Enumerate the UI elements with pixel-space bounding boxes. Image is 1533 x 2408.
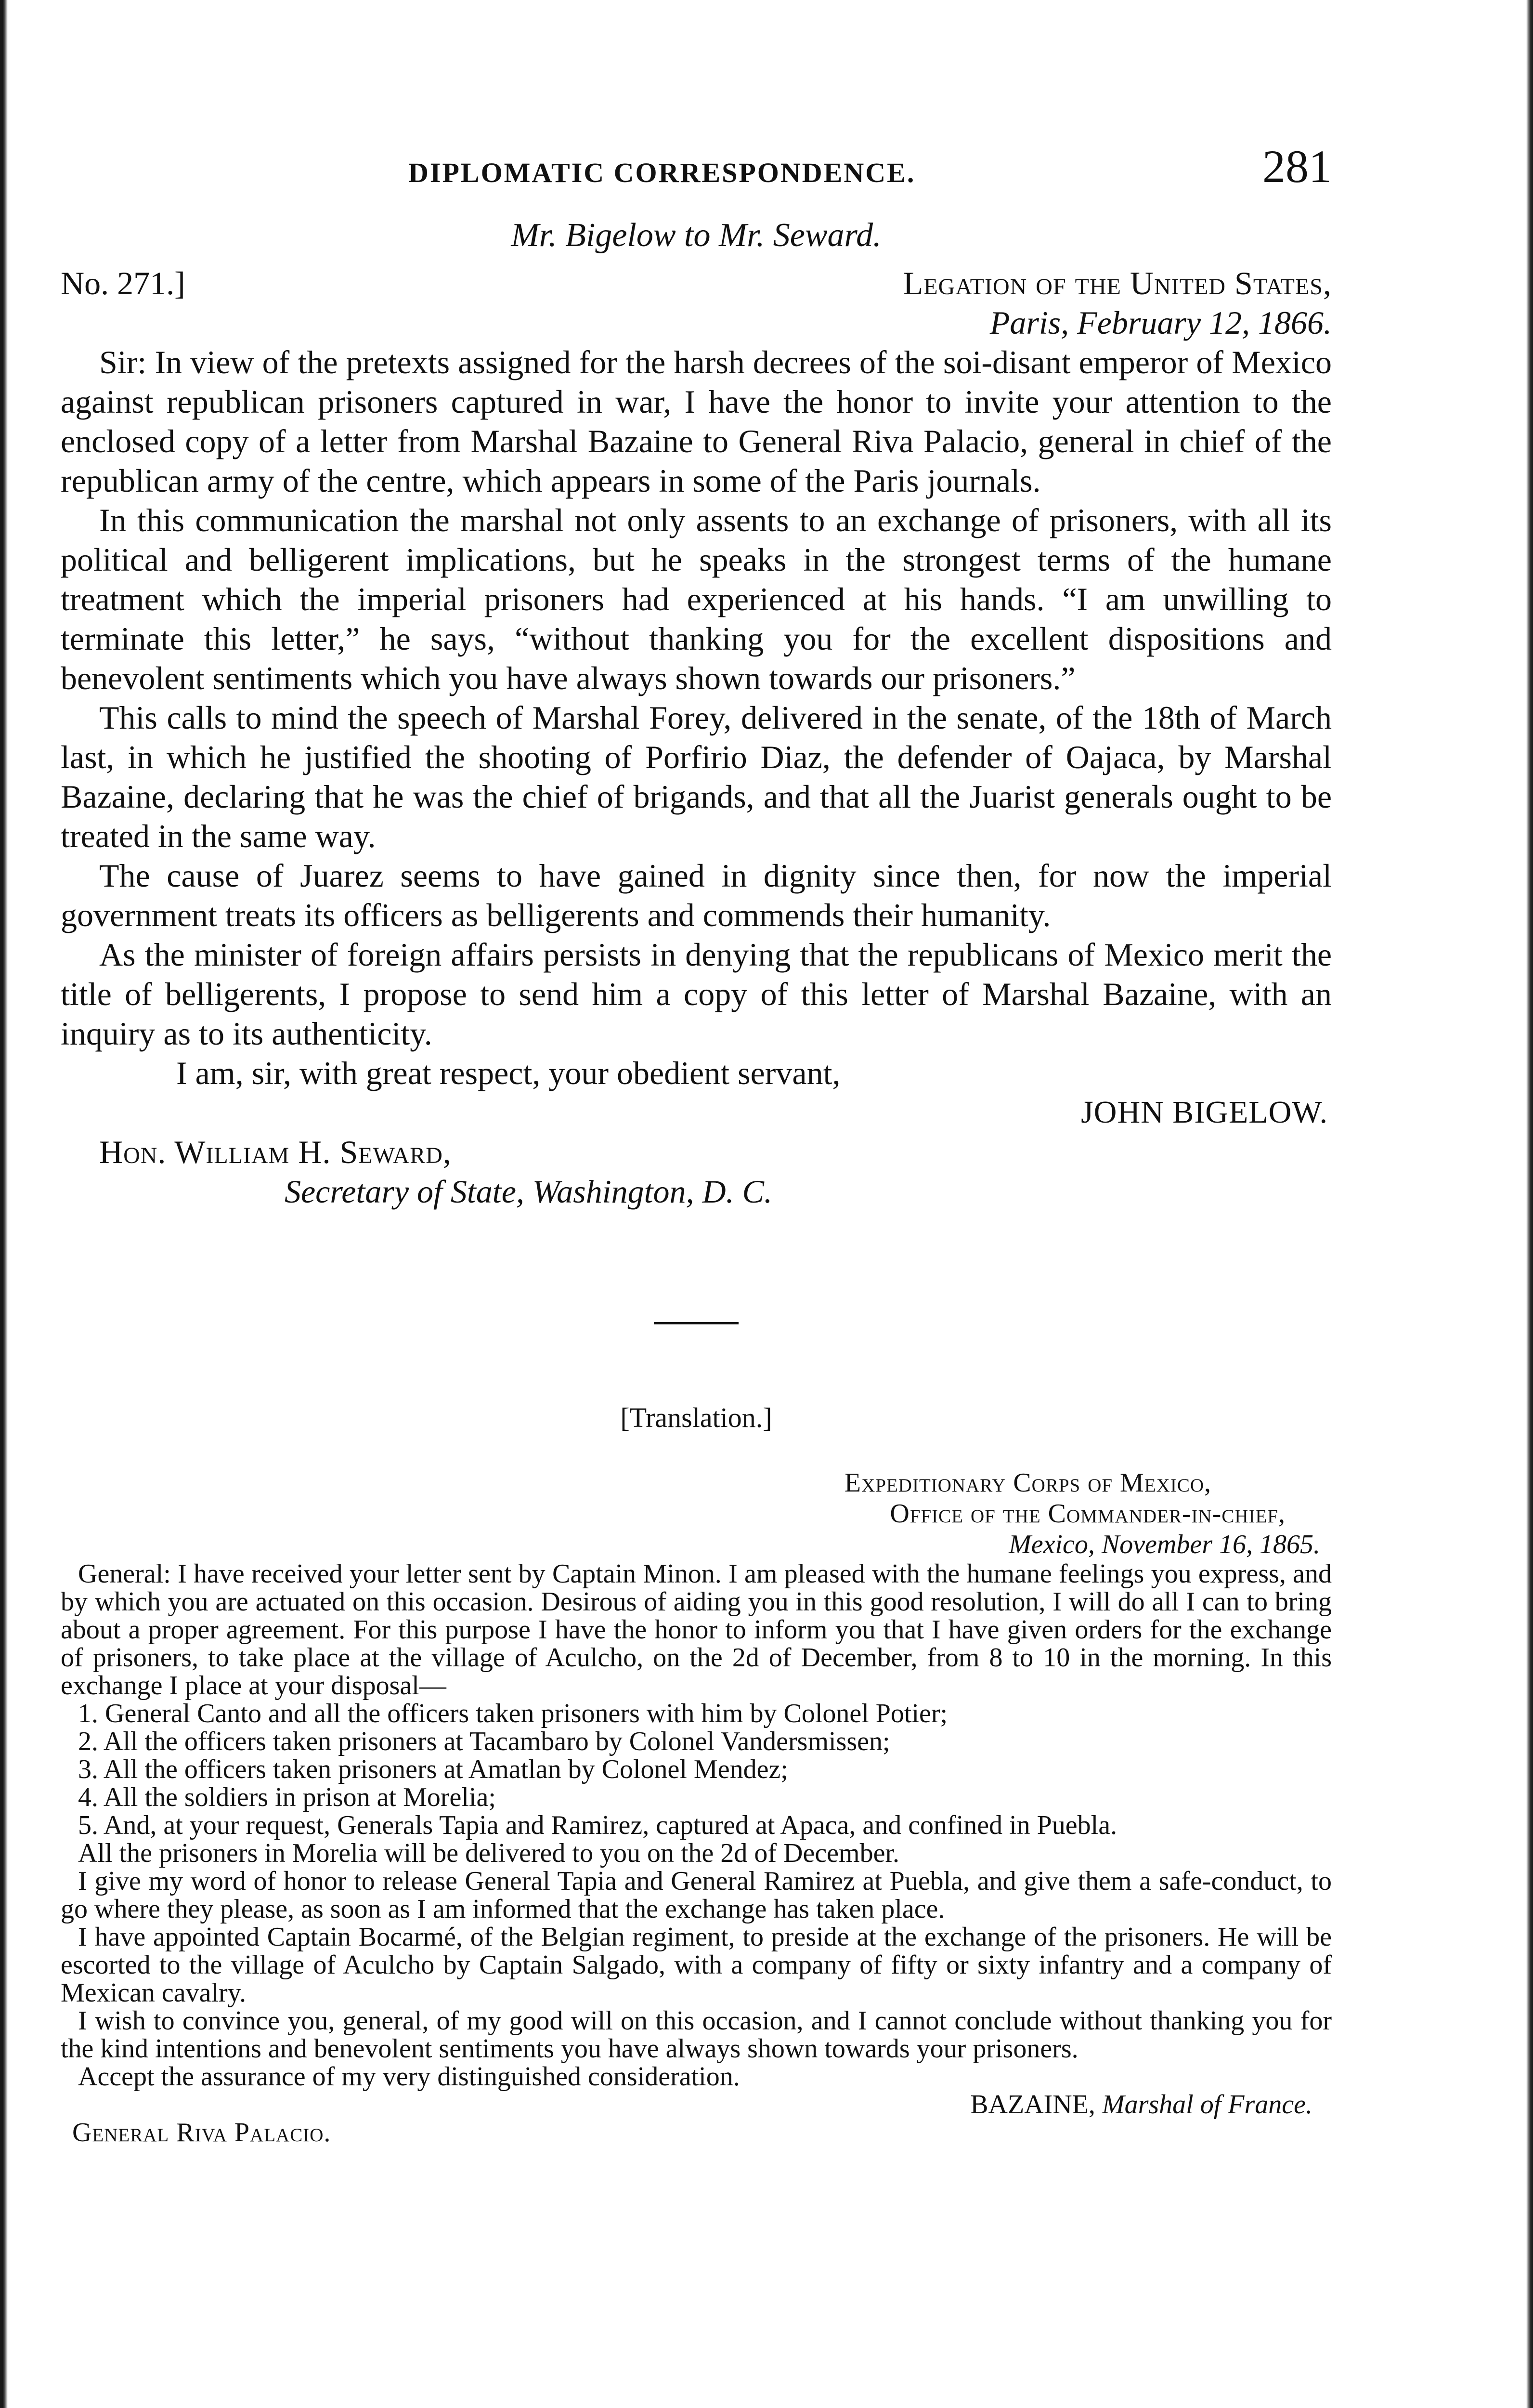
paragraph: I have appointed Captain Bocarmé, of the Belgian regiment, to preside at the exchange of the prisoners. He will be escorted to the village of Aculcho by Captain Salgado, with a company of fifty or sixty infantry and a company of Mexican cavalry. [61,1922,1332,2008]
running-head: DIPLOMATIC CORRESPONDENCE. [408,157,916,188]
addressee-name: Hon. William H. Seward, [99,1134,452,1170]
section-divider [654,1322,739,1324]
page-edge-right [1526,0,1533,2408]
translation-closing: Accept the assurance of my very distinguished consideration. [78,2062,740,2092]
translation-label: [Translation.] [620,1402,772,1433]
paragraph: All the prisoners in Morelia will be delivered to you on the 2d of December. [78,1838,900,1868]
page-number: 281 [1262,141,1332,192]
list-item: 1. General Canto and all the officers taken prisoners with him by Colonel Potier; [78,1699,948,1728]
dispatch-number: No. 271.] [61,265,185,301]
paragraph: Sir: In view of the pretexts assigned for the harsh decrees of the soi-disant emperor of Mexico against republican prisoners captured in war, I have the honor to invite your attention to the enclosed copy of a letter from Marshal Bazaine to General Riva Palacio, general in chief of the republican army of the centre, which appears in some of the Paris journals. [61,344,1332,499]
corps-line: Expeditionary Corps of Mexico, [844,1468,1211,1498]
list-item: 4. All the soldiers in prison at Morelia; [78,1782,496,1812]
letter-body [61,342,1332,1053]
paragraph: I give my word of honor to release General Tapia and General Ramirez at Puebla, and give them a safe-conduct, to go where they please, as soon as I am informed that the exchange has taken place. [61,1866,1332,1924]
list-item: 5. And, at your request, Generals Tapia and Ramirez, captured at Apaca, and confined in Puebla. [78,1810,1117,1840]
list-item: 3. All the officers taken prisoners at Amatlan by Colonel Mendez; [78,1754,788,1784]
signature-name: BAZAINE, [970,2090,1095,2120]
list-item: 2. All the officers taken prisoners at Tacambaro by Colonel Vandersmissen; [78,1727,890,1756]
letter-closing: I am, sir, with great respect, your obedient servant, [176,1055,841,1091]
translation-heading [61,1467,1332,1560]
date-line: Paris, February 12, 1866. [989,304,1332,341]
signature-role: Marshal of France. [1102,2090,1312,2120]
translation-body [61,1560,1332,2063]
paragraph: This calls to mind the speech of Marshal Forey, delivered in the senate, of the 18th of March last, in which he justified the shooting of Porfirio Diaz, the defender of Oajaca, by Marshal Bazaine, declaring that he was the chief of brigands, and that all the Juarist generals ought to be treated in the same way. [61,699,1332,854]
paragraph: The cause of Juarez seems to have gained in dignity since then, for now the imperial government treats its officers as belligerents and commends their humanity. [61,857,1332,933]
translation-date-line: Mexico, November 16, 1865. [1009,1530,1320,1559]
legation-line: Legation of the United States, [903,265,1332,301]
office-line: Office of the Commander-in-chief, [890,1499,1286,1529]
addressee-title: Secretary of State, Washington, D. C. [285,1173,772,1210]
translation-signature [61,2091,1332,2119]
paragraph: As the minister of foreign affairs persists in denying that the republicans of Mexico merit the title of belligerents, I propose to send him a copy of this letter of Marshal Bazaine, with an inquiry as to its authenticity. [61,936,1332,1052]
paragraph: In this communication the marshal not only assents to an exchange of prisoners, with all its political and belligerent implications, but he speaks in the strongest terms of the humane treatment which the imperial prisoners had experienced at his hands. “I am unwilling to terminate this letter,” he says, “without thanking you for the excellent dispositions and benevolent sentiments which you have always shown towards our prisoners.” [61,502,1332,696]
signature: JOHN BIGELOW. [1081,1095,1328,1130]
letter-title: Mr. Bigelow to Mr. Seward. [511,217,882,254]
page-edge-left [0,0,8,2408]
paragraph: I wish to convince you, general, of my good will on this occasion, and I cannot conclude without thanking you for the kind intentions and benevolent sentiments you have always shown towards your prisoners. [61,2006,1332,2064]
paragraph: General: I have received your letter sent by Captain Minon. I am pleased with the humane feelings you express, and by which you are actuated on this occasion. Desirous of aiding you in this good resolution, I will do all I can to bring about a proper agreement. For this purpose I have the honor to inform you that I have given orders for the exchange of prisoners, to take place at the village of Aculcho, on the 2d of December, from 8 to 10 in the morning. In this exchange I place at your disposal— [61,1559,1332,1701]
translation-addressee: General Riva Palacio. [72,2118,331,2147]
document-page [61,140,1332,2146]
letter-meta [61,263,1332,342]
page-header [61,140,1332,193]
